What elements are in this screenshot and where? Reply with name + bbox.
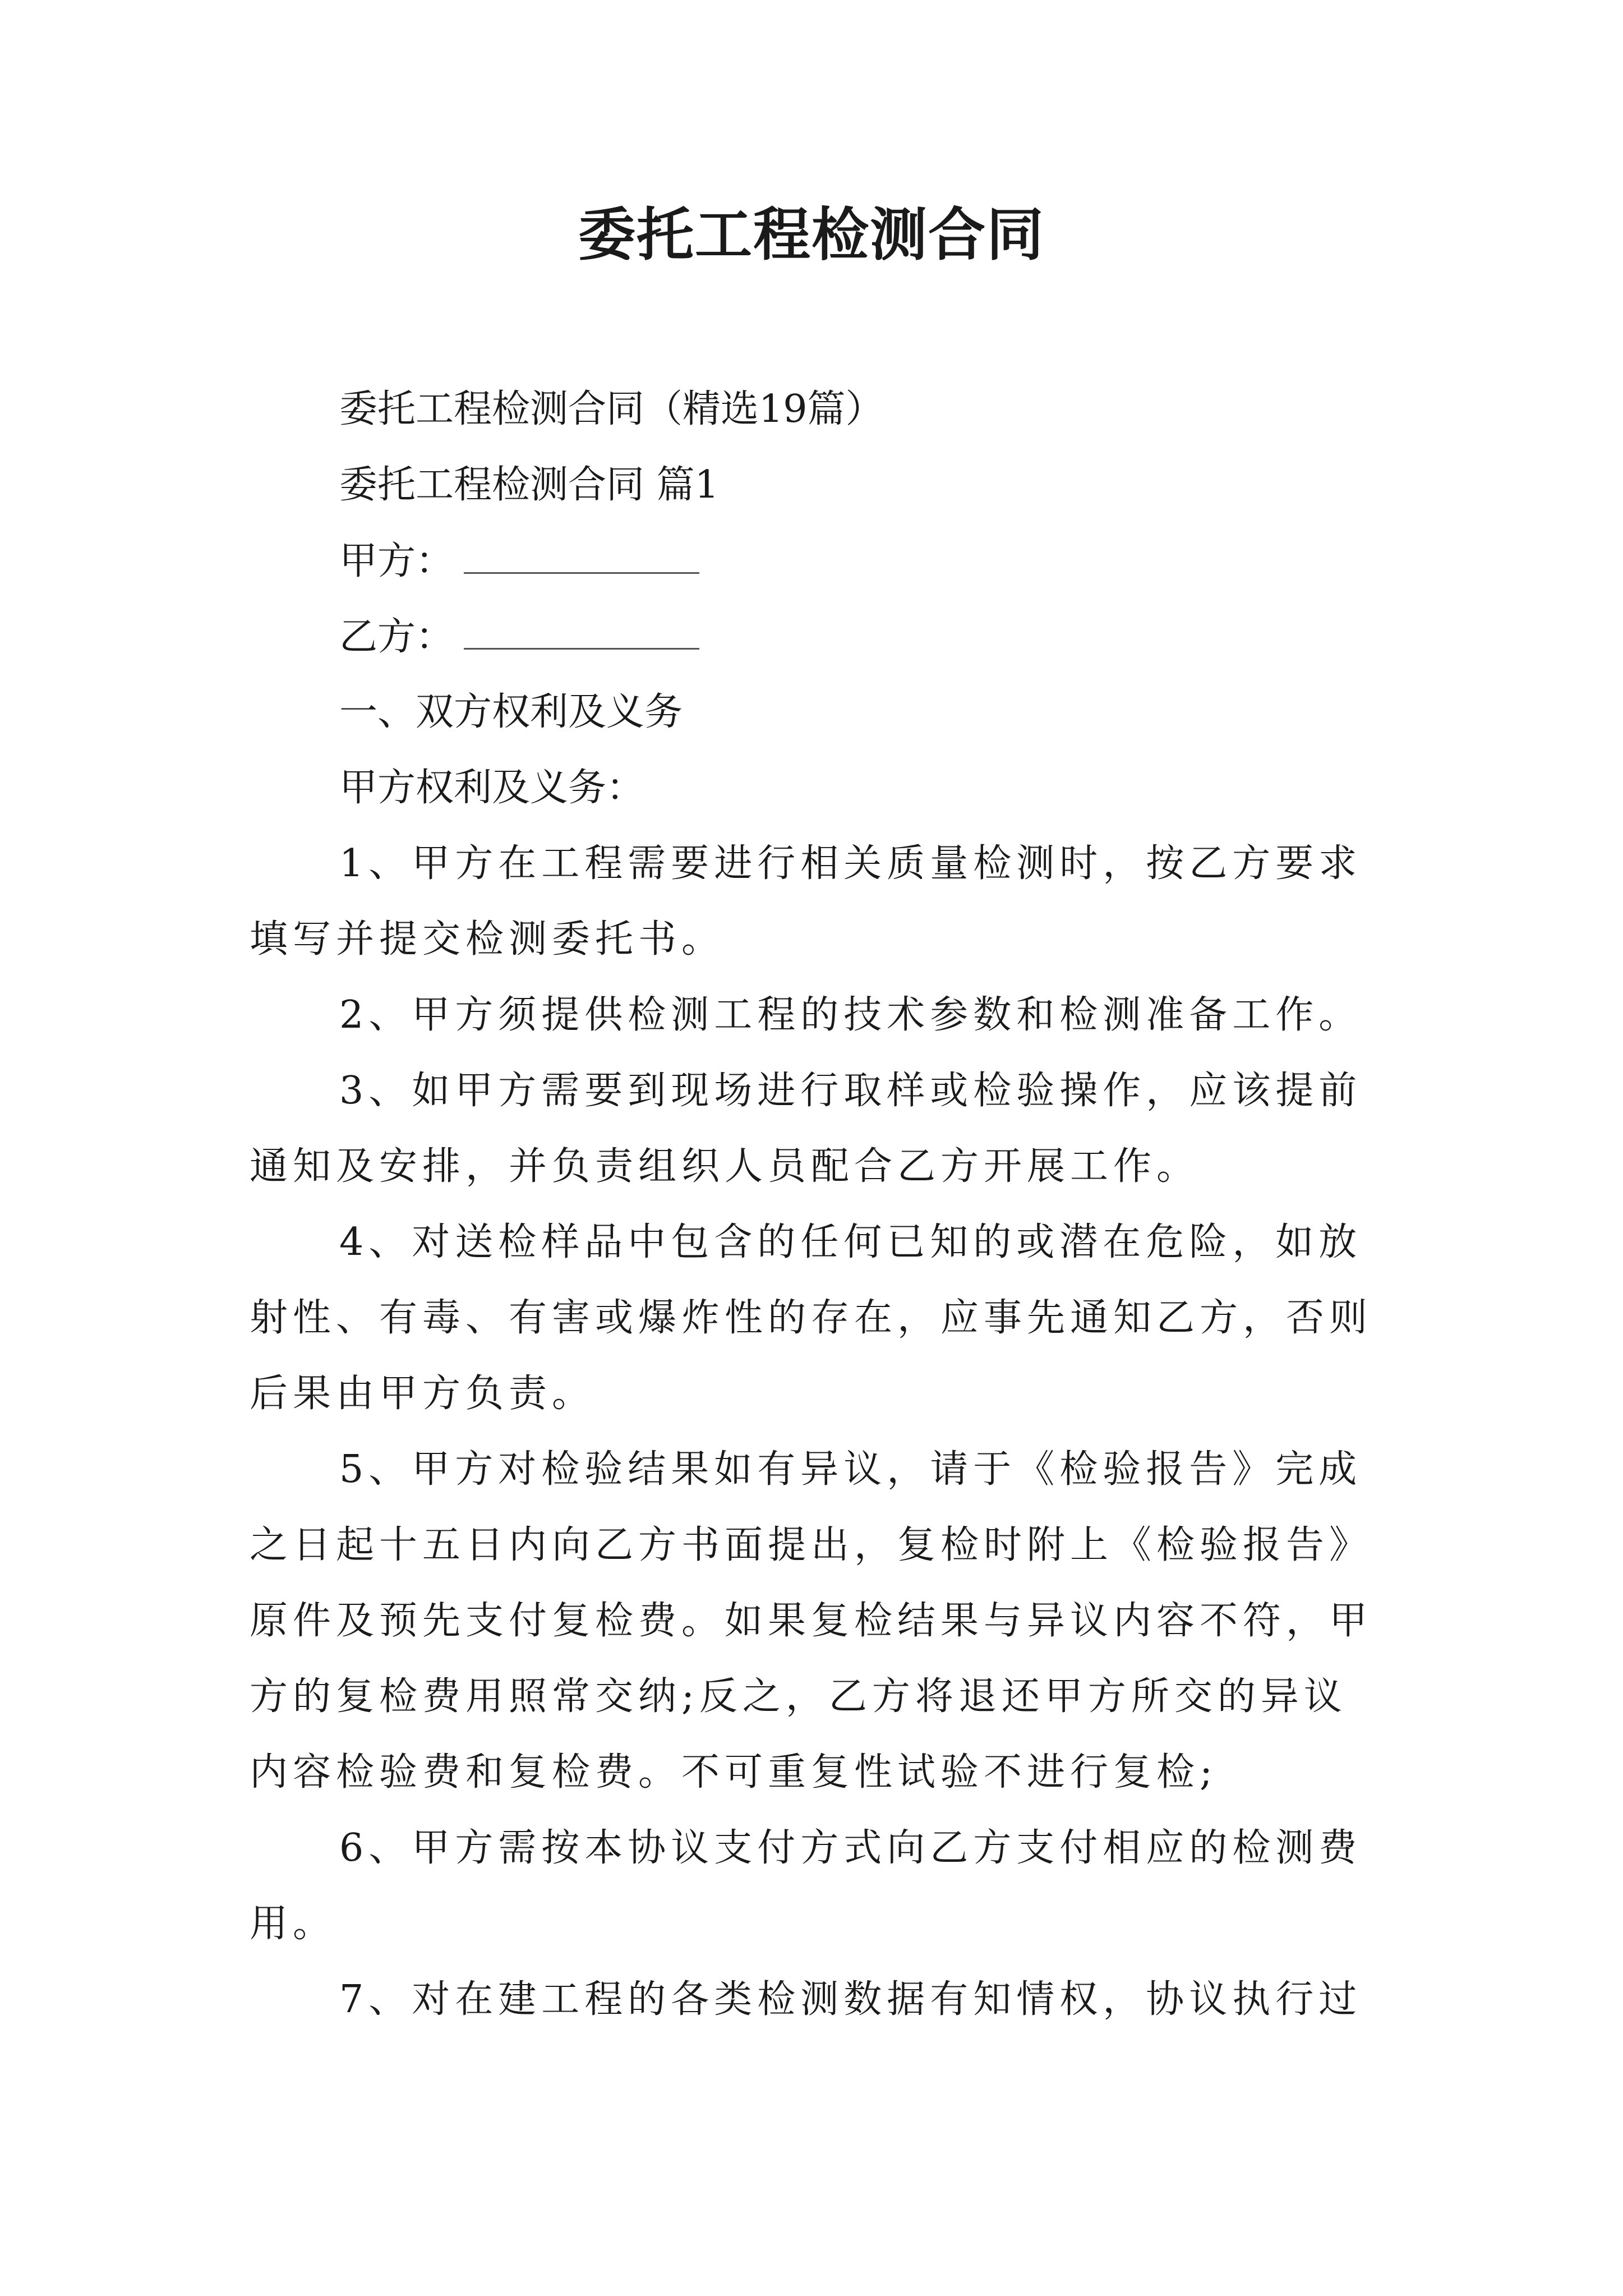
paragraph-line: 射性、有毒、有害或爆炸性的存在，应事先通知乙方，否则 bbox=[250, 1296, 1373, 1340]
paragraph-line: 之日起十五日内向乙方书面提出，复检时附上《检验报告》 bbox=[250, 1523, 1373, 1567]
party-a-rights-heading: 甲方权利及义务： bbox=[339, 766, 645, 810]
chapter-heading: 一、双方权利及义务 bbox=[339, 690, 683, 734]
party-b-blank bbox=[464, 614, 699, 650]
party-a-blank bbox=[464, 539, 699, 574]
paragraph-line: 方的复检费用照常交纳;反之，乙方将退还甲方所交的异议 bbox=[250, 1674, 1347, 1719]
document-title: 委托工程检测合同 bbox=[578, 202, 1045, 269]
party-b-line bbox=[339, 614, 699, 660]
paragraph-line: 1、甲方在工程需要进行相关质量检测时，按乙方要求 bbox=[339, 841, 1362, 886]
paragraph-line: 7、对在建工程的各类检测数据有知情权，协议执行过 bbox=[339, 1977, 1362, 2022]
section-heading: 委托工程检测合同 篇1 bbox=[339, 463, 719, 507]
paragraph-line: 用。 bbox=[250, 1902, 336, 1946]
paragraph-line: 6、甲方需按本协议支付方式向乙方支付相应的检测费 bbox=[339, 1826, 1362, 1870]
party-a-line bbox=[339, 539, 699, 584]
paragraph-line: 原件及预先支付复检费。如果复检结果与异议内容不符，甲 bbox=[250, 1599, 1373, 1643]
subtitle: 委托工程检测合同（精选19篇） bbox=[339, 387, 884, 431]
paragraph-line: 通知及安排，并负责组织人员配合乙方开展工作。 bbox=[250, 1144, 1200, 1189]
paragraph-line: 3、如甲方需要到现场进行取样或检验操作，应该提前 bbox=[339, 1069, 1362, 1113]
paragraph-line: 填写并提交检测委托书。 bbox=[250, 917, 725, 961]
party-b-label: 乙方： bbox=[339, 615, 454, 659]
party-a-label: 甲方： bbox=[339, 539, 454, 583]
paragraph-line: 2、甲方须提供检测工程的技术参数和检测准备工作。 bbox=[339, 993, 1362, 1037]
paragraph-line: 5、甲方对检验结果如有异议，请于《检验报告》完成 bbox=[339, 1447, 1362, 1492]
paragraph-line: 后果由甲方负责。 bbox=[250, 1372, 596, 1416]
paragraph-line: 4、对送检样品中包含的任何已知的或潜在危险，如放 bbox=[339, 1220, 1362, 1264]
paragraph-line: 内容检验费和复检费。不可重复性试验不进行复检; bbox=[250, 1750, 1218, 1795]
